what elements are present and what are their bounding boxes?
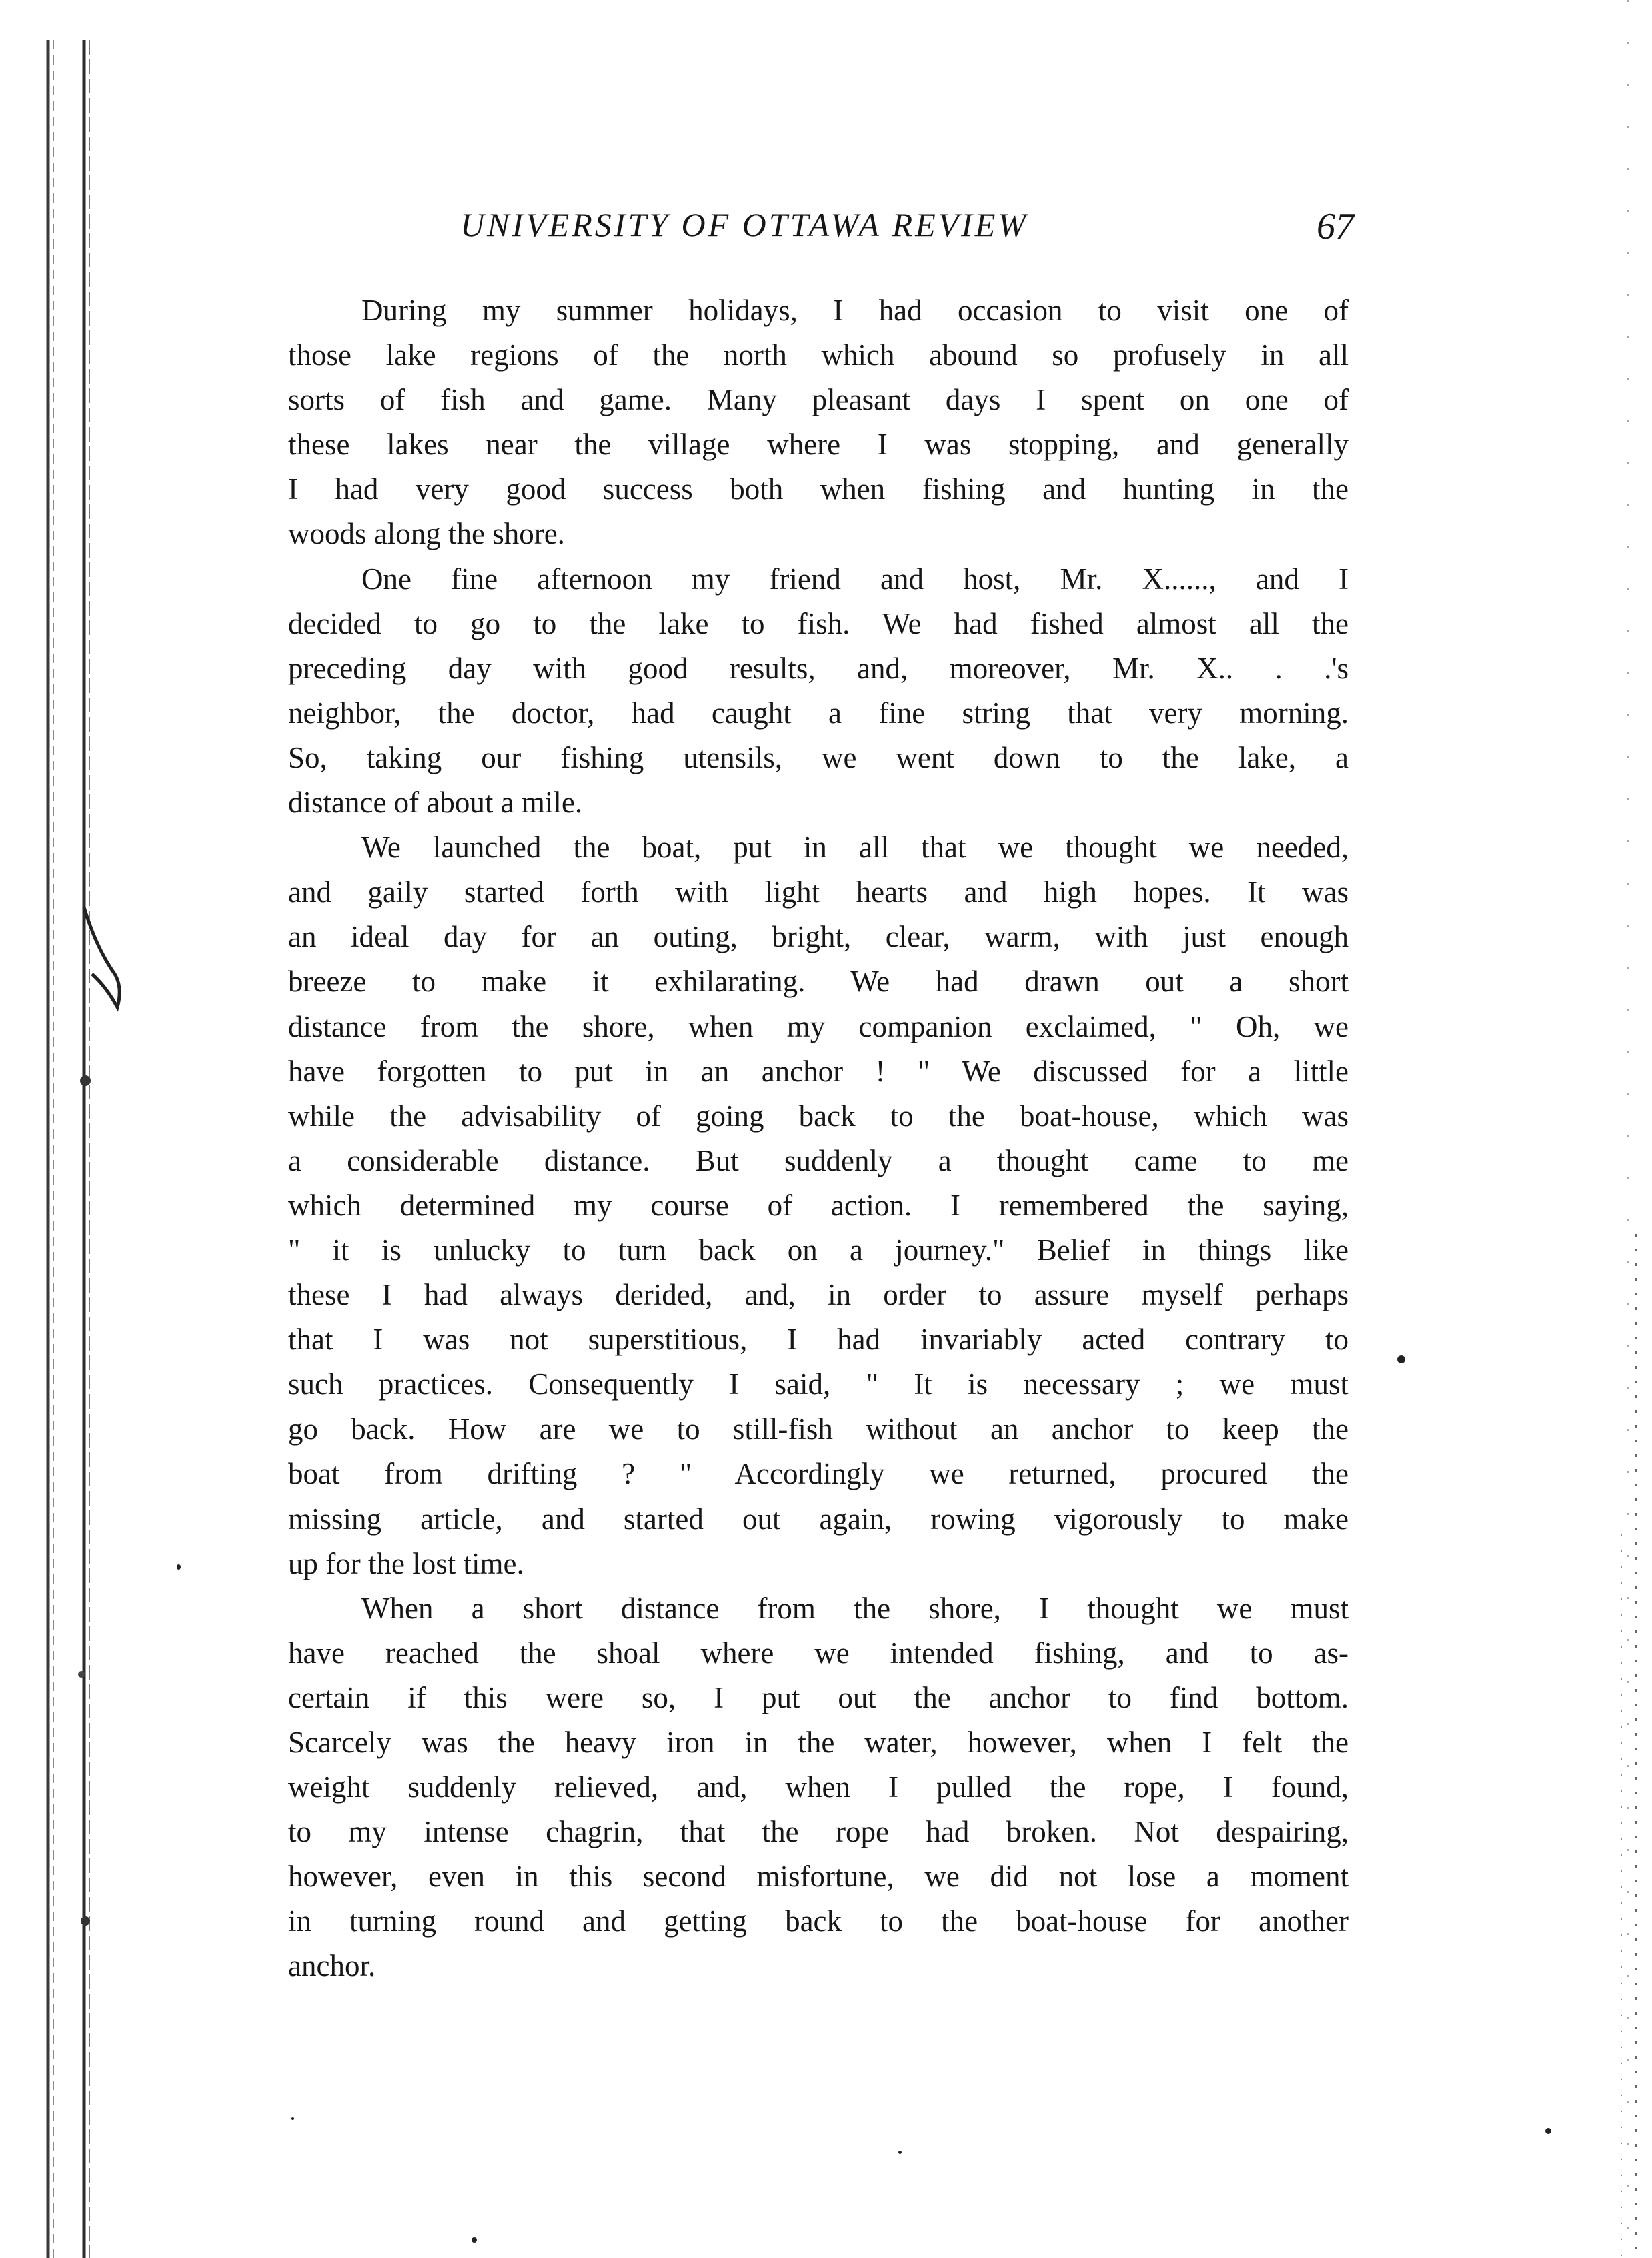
- text-line: weight suddenly relieved, and, when I pulled the rope, I found,: [288, 1770, 1349, 1804]
- ink-speck: [472, 2237, 477, 2243]
- text-line: distance of about a mile.: [288, 786, 583, 820]
- text-line: preceding day with good results, and, moreover, Mr. X.. . .'s: [288, 651, 1349, 685]
- text-line: these lakes near the village where I was stopping, and generally: [288, 428, 1349, 462]
- article-body: [288, 288, 1349, 1989]
- ink-speck: [291, 2117, 294, 2120]
- text-line: sorts of fish and game. Many pleasant days I spent on one of: [288, 383, 1349, 417]
- page-number: 67: [1317, 206, 1354, 247]
- text-line: in turning round and getting back to the boat-house for another: [288, 1904, 1349, 1938]
- text-line: go back. How are we to still-fish without an anchor to keep the: [288, 1412, 1349, 1446]
- text-line: have forgotten to put in an anchor ! " We discussed for a little: [288, 1054, 1349, 1088]
- text-line: neighbor, the doctor, had caught a fine string that very morning.: [288, 696, 1349, 730]
- text-line: an ideal day for an outing, bright, clear, warm, with just enough: [288, 920, 1349, 954]
- text-line: anchor.: [288, 1949, 376, 1983]
- text-line: missing article, and started out again, rowing vigorously to make: [288, 1502, 1349, 1536]
- text-line: When a short distance from the shore, I thought we must: [361, 1591, 1349, 1625]
- running-head: [460, 205, 1354, 259]
- text-line: So, taking our fishing utensils, we went down to the lake, a: [288, 740, 1349, 774]
- text-line: woods along the shore.: [288, 517, 565, 551]
- text-line: which determined my course of action. I remembered the saying,: [288, 1188, 1349, 1222]
- text-line: We launched the boat, put in all that we thought we needed,: [361, 830, 1349, 865]
- text-line: boat from drifting ? " Accordingly we returned, procured the: [288, 1457, 1349, 1491]
- binding-edge: [43, 40, 129, 2258]
- running-title: UNIVERSITY OF OTTAWA REVIEW: [460, 206, 1029, 243]
- ink-speck: [898, 2151, 902, 2154]
- text-line: distance from the shore, when my companion exclaimed, " Oh, we: [288, 1009, 1349, 1043]
- text-line: breeze to make it exhilarating. We had drawn out a short: [288, 965, 1349, 999]
- text-line: however, even in this second misfortune, we did not lose a moment: [288, 1860, 1349, 1894]
- text-line: " it is unlucky to turn back on a journey." Belief in things like: [288, 1233, 1349, 1267]
- text-line: while the advisability of going back to the boat-house, which was: [288, 1099, 1349, 1133]
- text-line: Scarcely was the heavy iron in the water, however, when I felt the: [288, 1726, 1349, 1759]
- text-line: One fine afternoon my friend and host, Mr. X......, and I: [361, 562, 1349, 596]
- text-line: I had very good success both when fishing and hunting in the: [288, 472, 1349, 506]
- text-line: those lake regions of the north which abound so profusely in all: [288, 338, 1349, 372]
- right-edge-noise: [1601, 0, 1648, 2258]
- text-line: these I had always derided, and, in order to assure myself perhaps: [288, 1278, 1349, 1312]
- text-line: decided to go to the lake to fish. We had fished almost all the: [288, 606, 1349, 640]
- text-line: a considerable distance. But suddenly a thought came to me: [288, 1143, 1349, 1177]
- text-line: have reached the shoal where we intended fishing, and to as-: [288, 1636, 1349, 1670]
- text-line: certain if this were so, I put out the anchor to find bottom.: [288, 1680, 1349, 1714]
- text-line: up for the lost time.: [288, 1546, 524, 1580]
- text-line: such practices. Consequently I said, " It is necessary ; we must: [288, 1367, 1349, 1401]
- ink-speck: [1545, 2128, 1551, 2134]
- ink-speck: [177, 1564, 181, 1570]
- ink-speck: [1397, 1355, 1405, 1363]
- text-line: that I was not superstitious, I had invariably acted contrary to: [288, 1323, 1349, 1357]
- text-line: During my summer holidays, I had occasion to visit one of: [361, 294, 1349, 327]
- text-line: to my intense chagrin, that the rope had broken. Not despairing,: [288, 1815, 1349, 1849]
- text-line: and gaily started forth with light hearts and high hopes. It was: [288, 875, 1349, 909]
